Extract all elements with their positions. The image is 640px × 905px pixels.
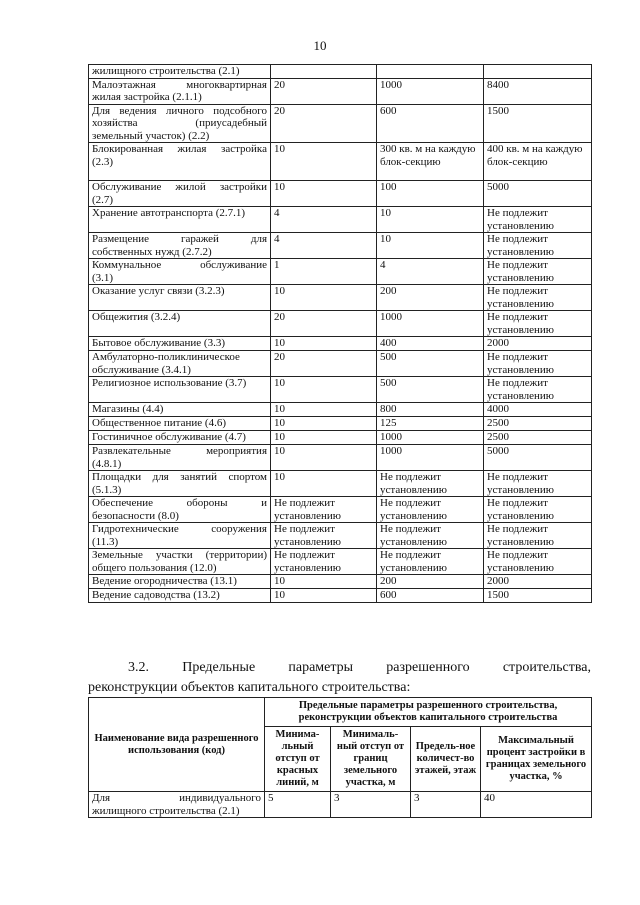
value-cell: Не подлежит установлению bbox=[484, 233, 592, 259]
use-type-name-line: Гостиничное обслуживание (4.7) bbox=[92, 431, 246, 443]
value-cell: 800 bbox=[377, 403, 484, 417]
use-type-name-line: (3.1) bbox=[92, 271, 114, 284]
use-type-name-line: Ведение огородничества (13.1) bbox=[92, 575, 237, 587]
use-type-cell bbox=[89, 377, 271, 403]
value-cell: Не подлежит установлению bbox=[271, 497, 377, 523]
section-heading-line-2: реконструкции объектов капитального строительства: bbox=[88, 680, 411, 695]
value-cell: 100 bbox=[377, 181, 484, 207]
value-cell: 10 bbox=[271, 417, 377, 431]
use-type-cell bbox=[89, 589, 271, 603]
table-row bbox=[89, 233, 592, 259]
value-cell: Не подлежит установлению bbox=[484, 311, 592, 337]
value-cell: 10 bbox=[271, 445, 377, 471]
construction-parameters-table bbox=[88, 697, 592, 818]
use-type-name-line: Для ведения личного подсобного bbox=[92, 104, 267, 117]
value-cell: 300 кв. м на каждую блок-секцию bbox=[377, 143, 484, 181]
value-cell: 4 bbox=[271, 207, 377, 233]
table-row bbox=[89, 575, 592, 589]
use-type-name-line: (4.8.1) bbox=[92, 457, 122, 470]
header-parameters-group: Предельные параметры разрешенного строительства, реконструкции объектов капитального строительства bbox=[265, 698, 592, 727]
use-type-name-line: (2.3) bbox=[92, 155, 114, 168]
value-cell: Не подлежит установлению bbox=[377, 523, 484, 549]
value-cell: 600 bbox=[377, 104, 484, 143]
value-cell: 5 bbox=[265, 792, 331, 818]
value-cell bbox=[271, 65, 377, 79]
header-use-type: Наименование вида разрешенного использования (код) bbox=[89, 698, 265, 792]
use-type-name-line: жилищного строительства (2.1) bbox=[92, 804, 240, 817]
value-cell: Не подлежит установлению bbox=[377, 497, 484, 523]
value-cell: 4 bbox=[271, 233, 377, 259]
use-type-name-line: жилая застройка (2.1.1) bbox=[92, 91, 202, 103]
table-row bbox=[89, 311, 592, 337]
table-row bbox=[89, 181, 592, 207]
use-type-cell bbox=[89, 259, 271, 285]
table-row bbox=[89, 207, 592, 233]
value-cell: 5000 bbox=[484, 181, 592, 207]
table-row bbox=[89, 65, 592, 79]
value-cell: 3 bbox=[331, 792, 411, 818]
use-type-cell bbox=[89, 575, 271, 589]
value-cell: 200 bbox=[377, 285, 484, 311]
use-type-name-line: Развлекательные мероприятия bbox=[92, 445, 267, 457]
use-type-name-line: Обслуживание жилой застройки bbox=[92, 181, 267, 193]
use-type-cell bbox=[89, 285, 271, 311]
value-cell: 20 bbox=[271, 104, 377, 143]
use-type-name-line: Блокированная жилая застройка bbox=[92, 143, 267, 155]
value-cell: 1000 bbox=[377, 431, 484, 445]
value-cell: 2500 bbox=[484, 431, 592, 445]
table-row bbox=[89, 792, 592, 818]
use-type-cell bbox=[89, 233, 271, 259]
use-type-cell bbox=[89, 549, 271, 575]
value-cell: Не подлежит установлению bbox=[484, 285, 592, 311]
table-row bbox=[89, 549, 592, 575]
use-type-name-line: Бытовое обслуживание (3.3) bbox=[92, 337, 225, 349]
use-type-cell bbox=[89, 104, 271, 143]
use-type-name-line: Коммунальное обслуживание bbox=[92, 259, 267, 271]
use-type-cell bbox=[89, 311, 271, 337]
use-type-cell bbox=[89, 337, 271, 351]
table-row bbox=[89, 497, 592, 523]
value-cell: 400 кв. м на каждую блок-секцию bbox=[484, 143, 592, 181]
table-row bbox=[89, 589, 592, 603]
value-cell: 8400 bbox=[484, 78, 592, 104]
value-cell: 20 bbox=[271, 351, 377, 377]
value-cell: 2000 bbox=[484, 575, 592, 589]
use-type-cell bbox=[89, 181, 271, 207]
value-cell: 40 bbox=[481, 792, 592, 818]
value-cell: 10 bbox=[377, 207, 484, 233]
value-cell: Не подлежит установлению bbox=[484, 377, 592, 403]
use-type-cell bbox=[89, 497, 271, 523]
value-cell: 1000 bbox=[377, 445, 484, 471]
use-type-cell bbox=[89, 523, 271, 549]
use-type-name-line: Гидротехнические сооружения bbox=[92, 523, 267, 535]
use-type-name-line: Для индивидуального bbox=[92, 792, 261, 804]
use-type-name-line: (5.1.3) bbox=[92, 483, 122, 496]
table-row bbox=[89, 445, 592, 471]
table-row bbox=[89, 104, 592, 143]
value-cell: 600 bbox=[377, 589, 484, 603]
value-cell: Не подлежит установлению bbox=[484, 259, 592, 285]
use-type-name-line: Религиозное использование (3.7) bbox=[92, 377, 247, 389]
value-cell: 10 bbox=[271, 337, 377, 351]
use-type-name-line: (2.7) bbox=[92, 193, 114, 206]
value-cell: 400 bbox=[377, 337, 484, 351]
page-number: 10 bbox=[313, 38, 327, 53]
use-type-cell bbox=[89, 417, 271, 431]
use-type-name-line: безопасности (8.0) bbox=[92, 509, 179, 522]
use-type-name-line: жилищного строительства (2.1) bbox=[92, 65, 240, 77]
header-min-boundary-offset: Минималь-ный отступ от границ земельного участка, м bbox=[331, 727, 411, 792]
use-type-name-line: собственных нужд (2.7.2) bbox=[92, 245, 212, 258]
value-cell: Не подлежит установлению bbox=[484, 523, 592, 549]
value-cell: Не подлежит установлению bbox=[377, 549, 484, 575]
use-type-name-line: Магазины (4.4) bbox=[92, 403, 164, 415]
value-cell: 10 bbox=[271, 285, 377, 311]
table-row bbox=[89, 259, 592, 285]
table-row bbox=[89, 431, 592, 445]
value-cell: 10 bbox=[271, 575, 377, 589]
use-type-name-line: Оказание услуг связи (3.2.3) bbox=[92, 285, 225, 297]
value-cell: 1500 bbox=[484, 589, 592, 603]
section-heading-line-1: 3.2. Предельные параметры разрешенного строительства, bbox=[128, 660, 591, 675]
header-max-floors: Предель-ное количест-во этажей, этаж bbox=[411, 727, 481, 792]
use-type-cell bbox=[89, 403, 271, 417]
use-type-cell bbox=[89, 792, 265, 818]
value-cell: 10 bbox=[271, 143, 377, 181]
use-type-name-line: Ведение садоводства (13.2) bbox=[92, 589, 220, 601]
table-row bbox=[89, 351, 592, 377]
use-type-cell bbox=[89, 65, 271, 79]
value-cell: 1000 bbox=[377, 78, 484, 104]
use-type-name-line: Хранение автотранспорта (2.7.1) bbox=[92, 207, 246, 219]
value-cell: 4000 bbox=[484, 403, 592, 417]
value-cell: Не подлежит установлению bbox=[271, 549, 377, 575]
value-cell: Не подлежит установлению bbox=[484, 207, 592, 233]
value-cell: Не подлежит установлению bbox=[484, 351, 592, 377]
value-cell: Не подлежит установлению bbox=[377, 471, 484, 497]
value-cell: 1500 bbox=[484, 104, 592, 143]
use-type-name-line: Земельные участки (территории) bbox=[92, 549, 267, 561]
value-cell bbox=[484, 65, 592, 79]
use-type-cell bbox=[89, 431, 271, 445]
value-cell: 4 bbox=[377, 259, 484, 285]
use-type-cell bbox=[89, 207, 271, 233]
table-row bbox=[89, 403, 592, 417]
table-row bbox=[89, 285, 592, 311]
value-cell: 10 bbox=[271, 471, 377, 497]
table-row bbox=[89, 337, 592, 351]
value-cell: 10 bbox=[271, 589, 377, 603]
value-cell: Не подлежит установлению bbox=[484, 471, 592, 497]
use-type-cell bbox=[89, 471, 271, 497]
table-row bbox=[89, 471, 592, 497]
use-type-name-line: Амбулаторно-поликлиническое bbox=[92, 351, 240, 363]
value-cell: 10 bbox=[271, 431, 377, 445]
use-type-name-line: Размещение гаражей для bbox=[92, 233, 267, 245]
use-type-name-line: Общежития (3.2.4) bbox=[92, 311, 181, 323]
value-cell: 500 bbox=[377, 351, 484, 377]
value-cell: Не подлежит установлению bbox=[484, 549, 592, 575]
value-cell: 10 bbox=[377, 233, 484, 259]
value-cell: 2500 bbox=[484, 417, 592, 431]
table-row bbox=[89, 78, 592, 104]
use-type-name-line: Общественное питание (4.6) bbox=[92, 417, 226, 429]
value-cell: 20 bbox=[271, 311, 377, 337]
header-min-red-line-offset: Минима-льный отступ от красных линий, м bbox=[265, 727, 331, 792]
value-cell: 10 bbox=[271, 181, 377, 207]
value-cell: Не подлежит установлению bbox=[271, 523, 377, 549]
use-type-name-line: общего пользования (12.0) bbox=[92, 561, 217, 574]
use-type-cell bbox=[89, 445, 271, 471]
table-row bbox=[89, 417, 592, 431]
value-cell: 3 bbox=[411, 792, 481, 818]
value-cell: 1 bbox=[271, 259, 377, 285]
use-type-cell bbox=[89, 78, 271, 104]
use-type-cell bbox=[89, 351, 271, 377]
value-cell: 10 bbox=[271, 377, 377, 403]
use-type-name-line: (11.3) bbox=[92, 535, 119, 548]
value-cell bbox=[377, 65, 484, 79]
value-cell: 125 bbox=[377, 417, 484, 431]
value-cell: 2000 bbox=[484, 337, 592, 351]
value-cell: 1000 bbox=[377, 311, 484, 337]
value-cell: 200 bbox=[377, 575, 484, 589]
table-row bbox=[89, 377, 592, 403]
land-use-table bbox=[88, 64, 592, 603]
value-cell: Не подлежит установлению bbox=[484, 497, 592, 523]
value-cell: 20 bbox=[271, 78, 377, 104]
table-row bbox=[89, 523, 592, 549]
value-cell: 500 bbox=[377, 377, 484, 403]
value-cell: 5000 bbox=[484, 445, 592, 471]
use-type-name-line: хозяйства (приусадебный bbox=[92, 117, 267, 129]
use-type-name-line: обслуживание (3.4.1) bbox=[92, 363, 191, 376]
table-row bbox=[89, 143, 592, 181]
use-type-name-line: Обеспечение обороны и bbox=[92, 497, 267, 509]
value-cell: 10 bbox=[271, 403, 377, 417]
use-type-name-line: земельный участок) (2.2) bbox=[92, 129, 210, 142]
use-type-cell bbox=[89, 143, 271, 181]
use-type-name-line: Малоэтажная многоквартирная bbox=[92, 78, 267, 91]
use-type-name-line: Площадки для занятий спортом bbox=[92, 471, 267, 483]
header-max-coverage-percent: Максимальный процент застройки в границах земельного участка, % bbox=[481, 727, 592, 792]
